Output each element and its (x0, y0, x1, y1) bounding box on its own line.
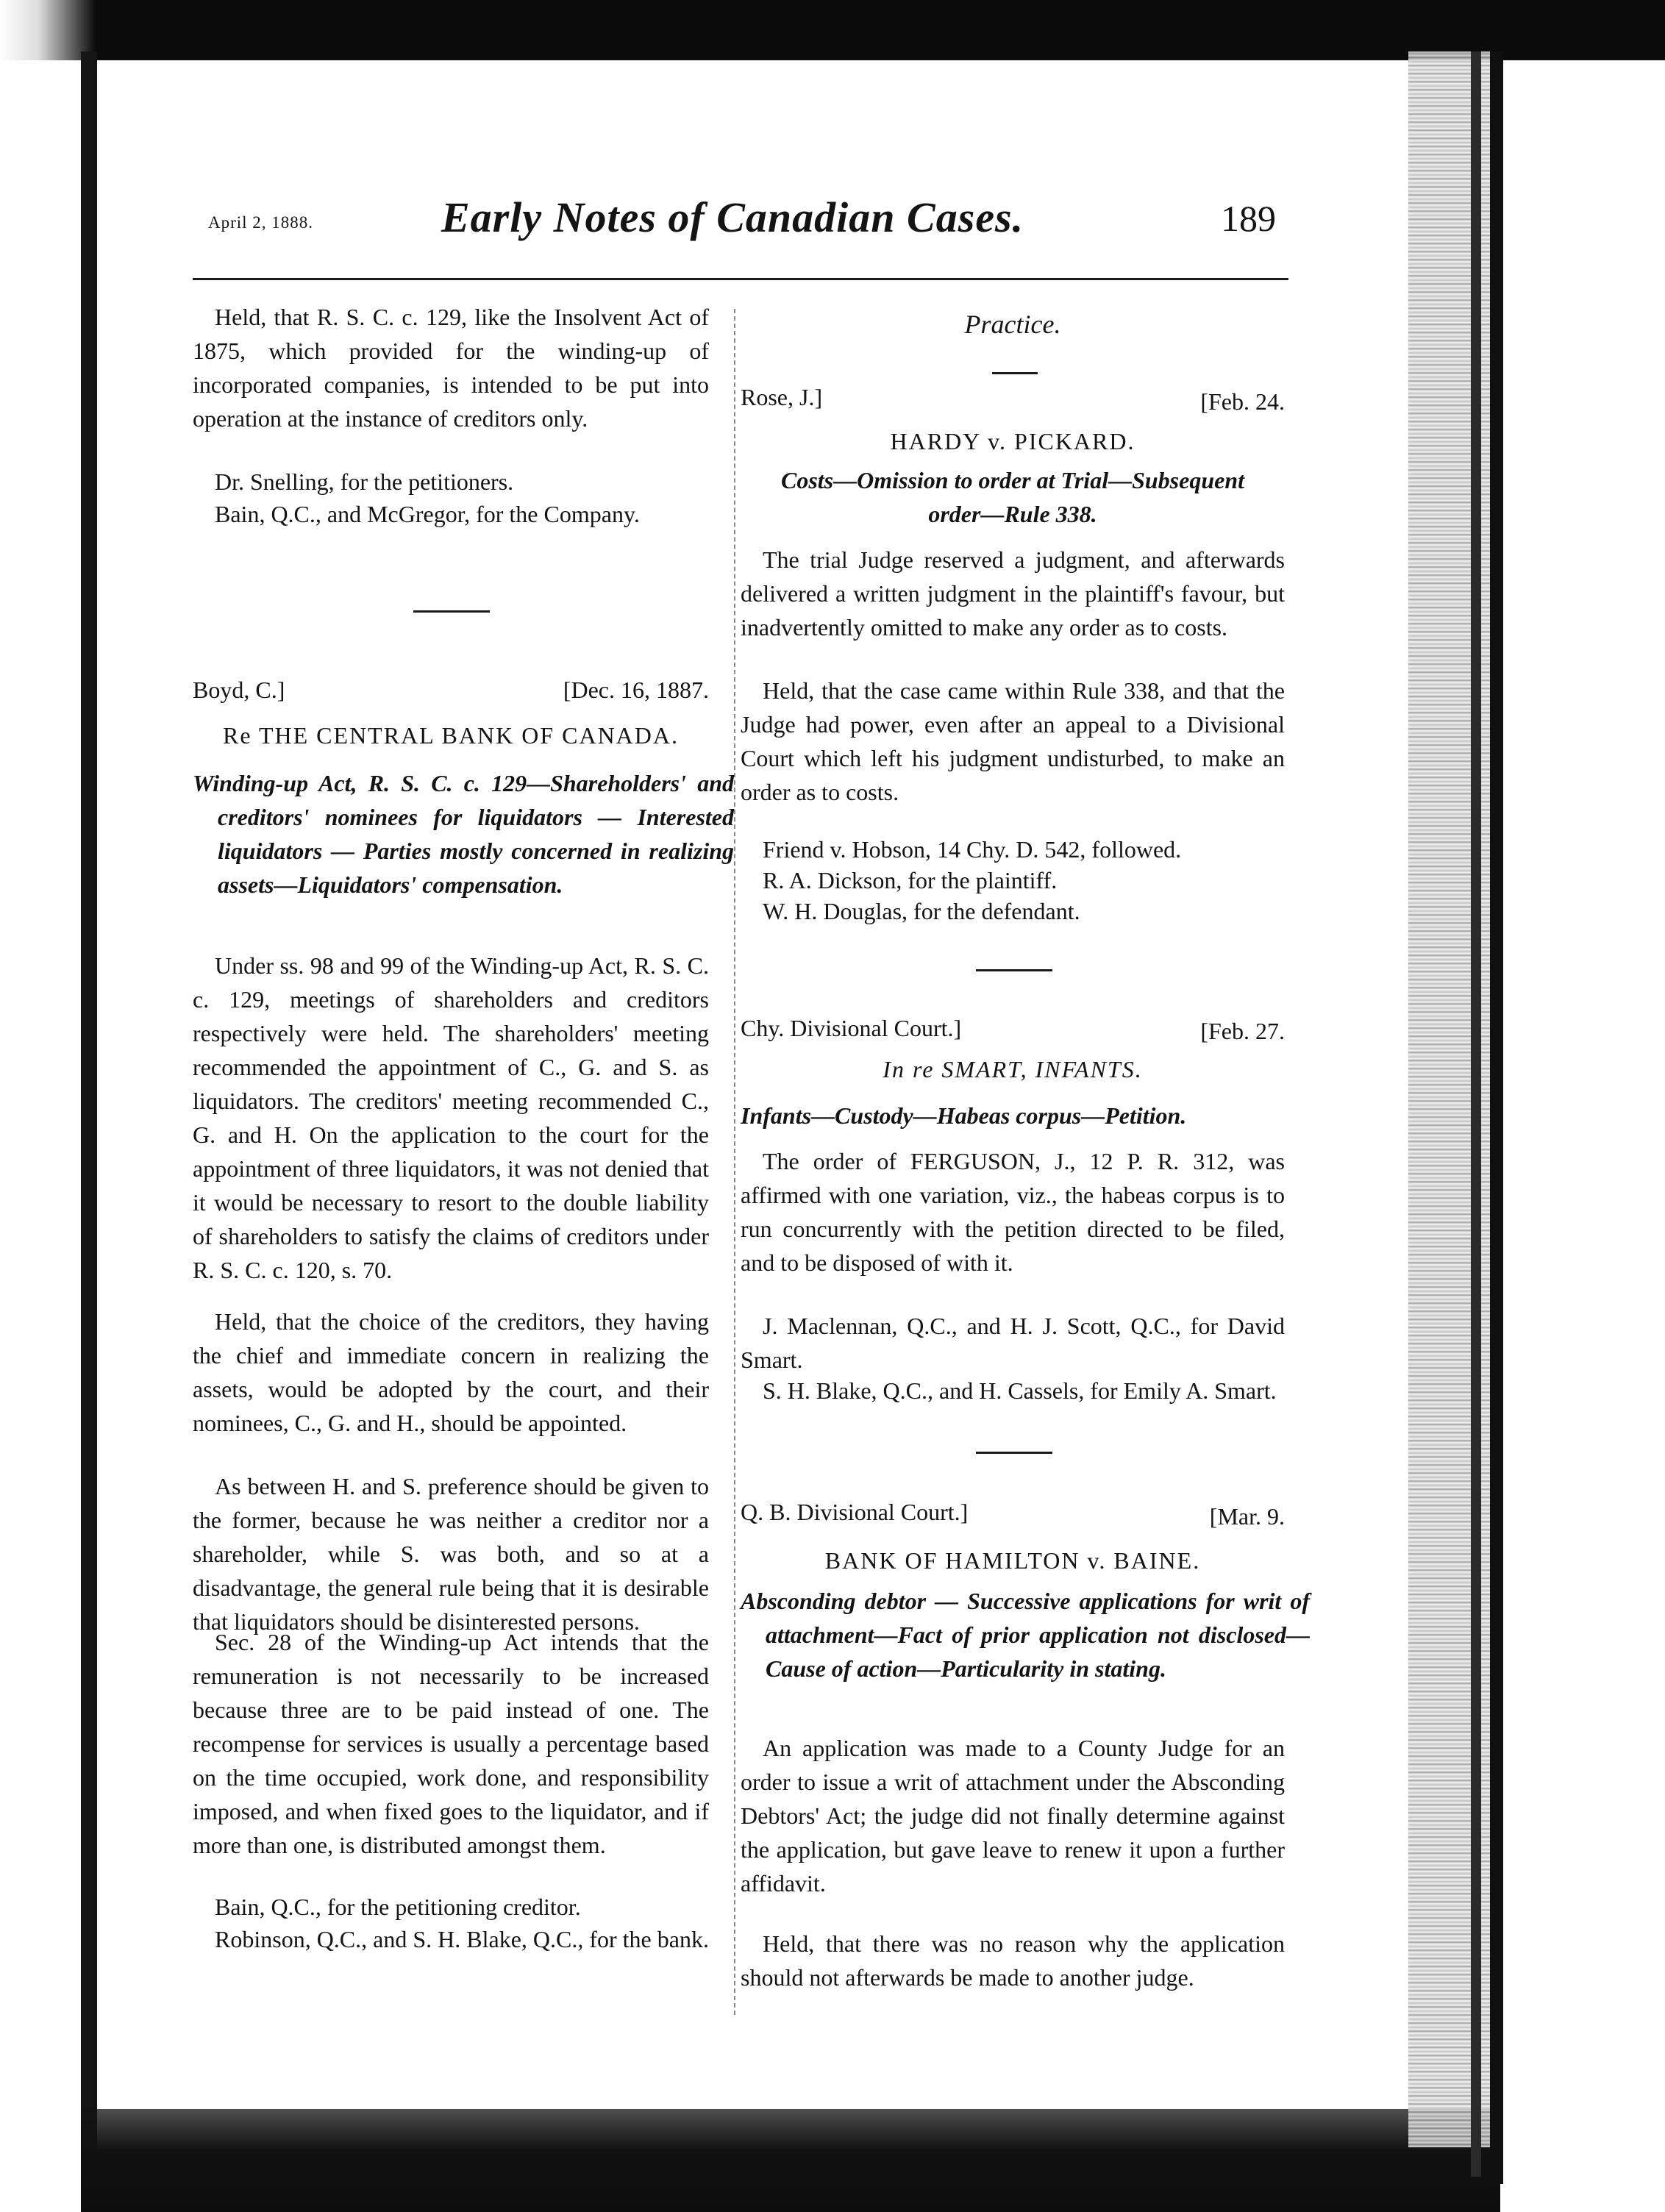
case-headnote: Winding-up Act, R. S. C. c. 129—Shareholders' and creditors' nominees for liquidators — Interested liquidators — Parties mostly concerned in realizing assets—Liquidators' compensation. (193, 770, 734, 898)
counsel-line: Bain, Q.C., for the petitioning creditor. (215, 1894, 581, 1920)
case-headnote: Infants—Custody—Habeas corpus—Petition. (741, 1102, 1187, 1129)
case-paragraph: The trial Judge reserved a judgment, and afterwards delivered a written judgment in the plaintiff's favour, but inadvertently omitted to make any order as to costs. (741, 546, 1285, 641)
counsel-line: W. H. Douglas, for the defendant. (763, 898, 1080, 924)
counsel-line: R. A. Dickson, for the plaintiff. (763, 867, 1058, 893)
citation-line: Friend v. Hobson, 14 Chy. D. 542, followed. (763, 836, 1182, 863)
case-court: Boyd, C.] (193, 677, 285, 703)
case-headnote: Absconding debtor — Successive applications for writ of attachment—Fact of prior application not disclosed—Cause of action—Particularity in stating. (741, 1588, 1310, 1682)
case-court: Chy. Divisional Court.] (741, 1015, 962, 1041)
case-court: Q. B. Divisional Court.] (741, 1499, 969, 1525)
case-title: Re THE CENTRAL BANK OF CANADA. (223, 722, 679, 749)
issue-date: April 2, 1888. (208, 213, 314, 232)
counsel-line: Robinson, Q.C., and S. H. Blake, Q.C., for the bank. (215, 1926, 709, 1952)
case-paragraph: Under ss. 98 and 99 of the Winding-up Act, R. S. C. c. 129, meetings of shareholders and creditors respectively were held. The shareholders' meeting recommended the appointment of C., G. and S. as liquidators. The creditors' meeting recommended C., G. and H. On the application to the court for the appointment of three liquidators, it was not denied that it would be necessary to resort to the double liability of shareholders to satisfy the claims of creditors under R. S. C. c. 120, s. 70. (193, 952, 709, 1283)
case-court: Rose, J.] (741, 384, 823, 410)
scan-binding-line (1471, 51, 1481, 2177)
section-dash (976, 1452, 1052, 1454)
case-paragraph: As between H. and S. preference should be given to the former, because he was neither a creditor nor a shareholder, while S. was both, and so at a disadvantage, the general rule being that it is desirable that liquidators should be disinterested persons. (193, 1473, 709, 1635)
counsel-line: S. H. Blake, Q.C., and H. Cassels, for Emily A. Smart. (763, 1377, 1277, 1404)
case-paragraph: An application was made to a County Judge for an order to issue a writ of attachment under the Absconding Debtors' Act; the judge did not finally determine against the application, but gave leave to renew it upon a further affidavit. (741, 1735, 1285, 1897)
case-paragraph: Sec. 28 of the Winding-up Act intends that the remuneration is not necessarily to be increased because three are to be paid instead of one. The recompense for services is usually a percentage based on the time occupied, work done, and responsibility imposed, and when fixed goes to the liquidator, and if more than one, is distributed amongst them. (193, 1629, 709, 1858)
case-headnote: Costs—Omission to order at Trial—Subsequent order—Rule 338. (780, 467, 1245, 527)
case-title: In re SMART, INFANTS. (883, 1056, 1143, 1082)
counsel-line: Bain, Q.C., and McGregor, for the Company. (215, 501, 640, 527)
section-dash (992, 372, 1038, 374)
page-number: 189 (1221, 198, 1276, 239)
case-title: HARDY v. PICKARD. (890, 428, 1135, 454)
case-date: [Feb. 24. (1200, 388, 1285, 415)
case-paragraph: The order of FERGUSON, J., 12 P. R. 312, was affirmed with one variation, viz., the habeas corpus is to run concurrently with the petition directed to be filed, and to be disposed of with it. (741, 1148, 1285, 1276)
section-heading: Practice. (964, 310, 1061, 339)
section-dash (976, 969, 1052, 971)
counsel-line: J. Maclennan, Q.C., and H. J. Scott, Q.C., for David Smart. (741, 1313, 1285, 1373)
running-title: Early Notes of Canadian Cases. (441, 193, 1024, 241)
case-date: [Mar. 9. (1209, 1503, 1285, 1530)
case-paragraph: Held, that the case came within Rule 338, and that the Judge had power, even after an appeal to a Divisional Court which left his judgment undisturbed, to make an order as to costs. (741, 677, 1285, 805)
scan-border-right (1490, 51, 1503, 2184)
case-title: BANK OF HAMILTON v. BAINE. (824, 1547, 1201, 1574)
scan-margin-right (1503, 60, 1665, 2212)
scan-page-edges (1408, 51, 1497, 2147)
scan-border-bottom (81, 2109, 1500, 2212)
counsel-line: Dr. Snelling, for the petitioners. (215, 468, 514, 495)
header-rule (193, 278, 1288, 280)
scan-border-left (81, 51, 97, 2212)
section-dash (413, 610, 490, 613)
case-paragraph: Held, that the choice of the creditors, they having the chief and immediate concern in realizing the assets, would be adopted by the court, and their nominees, C., G. and H., should be appointed. (193, 1308, 709, 1436)
column-divider (734, 309, 735, 2015)
case-date: [Feb. 27. (1200, 1018, 1285, 1044)
case-paragraph: Held, that there was no reason why the application should not afterwards be made to another judge. (741, 1930, 1285, 1991)
case-date: [Dec. 16, 1887. (563, 677, 709, 703)
intro-paragraph: Held, that R. S. C. c. 129, like the Insolvent Act of 1875, which provided for the winding-up of incorporated companies, is intended to be put into operation at the instance of creditors only. (193, 304, 709, 432)
